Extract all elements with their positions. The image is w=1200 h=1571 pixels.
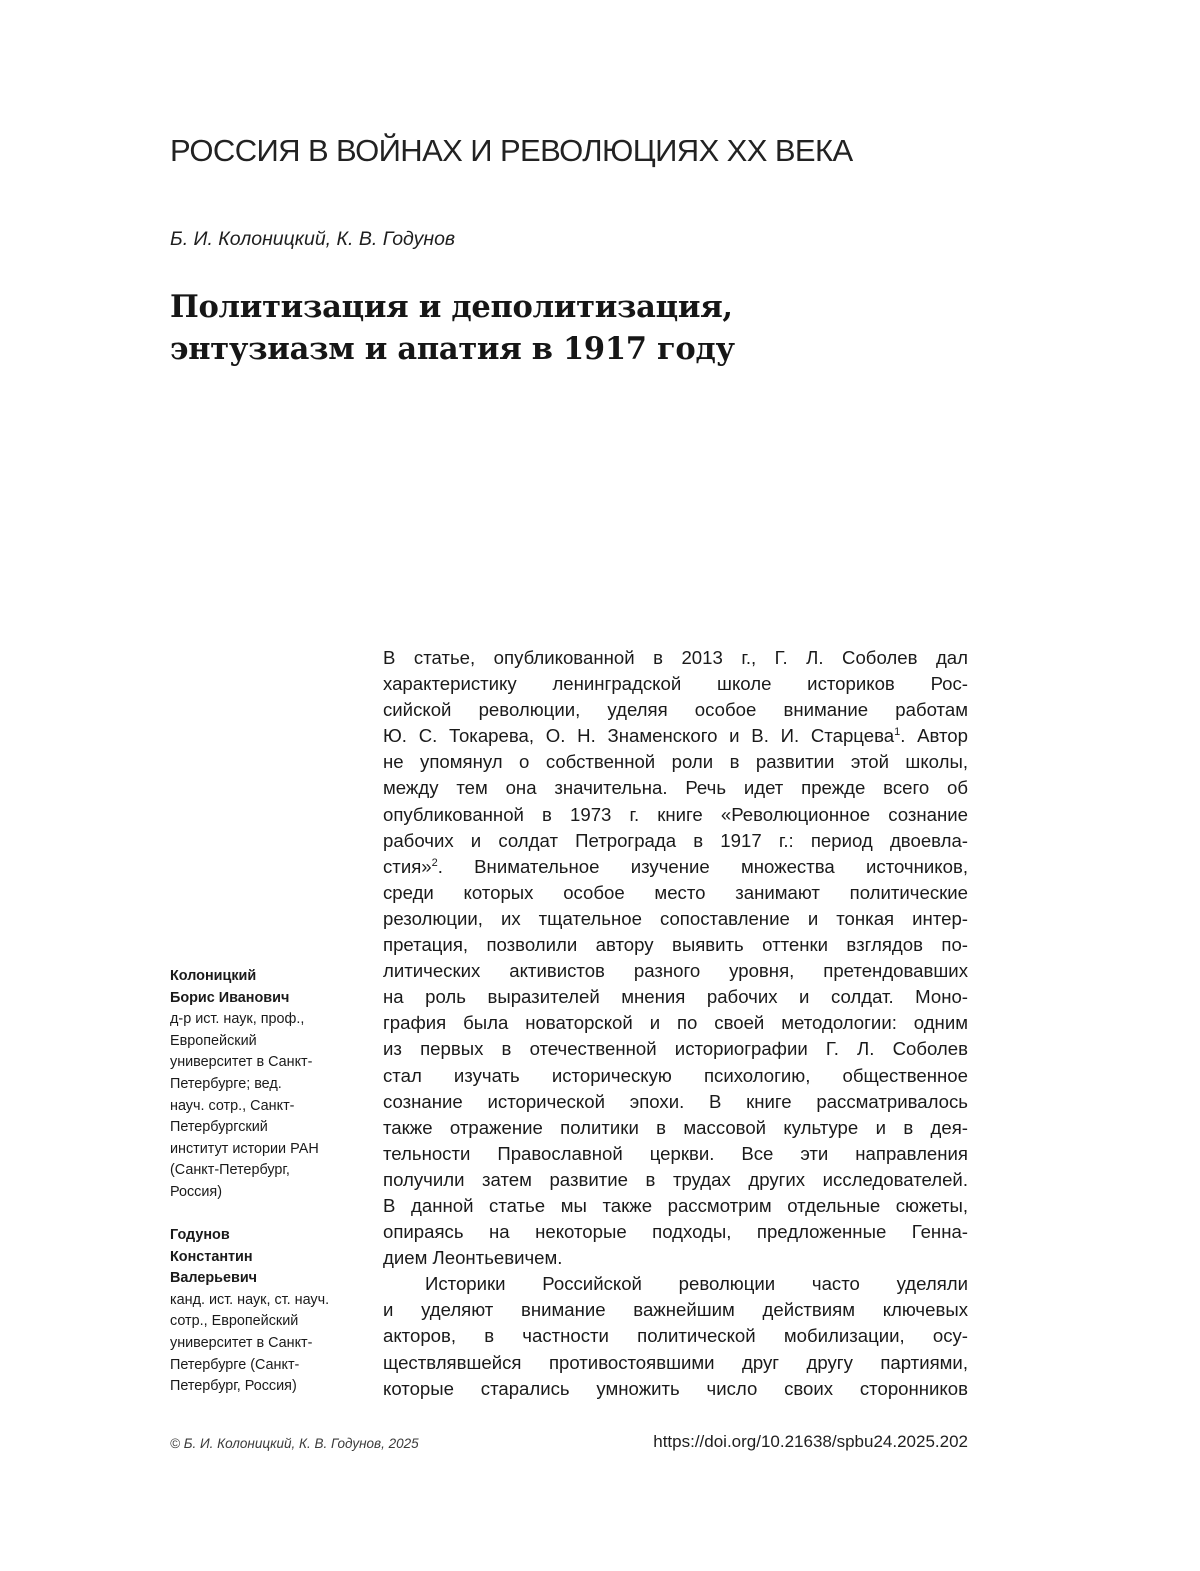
body-line: сознание исторической эпохи. В книге рассматривалось	[383, 1090, 968, 1112]
author-affiliation-line: университет в Санкт-	[170, 1054, 313, 1071]
footnote-ref-2[interactable]: 2	[431, 856, 438, 869]
article-title	[170, 286, 990, 370]
body-line: В данной статье мы также рассмотрим отдельные сюжеты,	[383, 1194, 968, 1216]
body-line-with-footnote-2	[383, 854, 968, 880]
author-affiliation-line: (Санкт-Петербург,	[170, 1162, 290, 1179]
author-info-kolonitsky	[170, 966, 370, 1204]
author-affiliation-line: Петербургский	[170, 1119, 268, 1136]
author-name-line: Константин	[170, 1248, 253, 1265]
body-line-tail: . Внимательное изучение множества источников,	[437, 855, 968, 877]
body-line: между тем она значительна. Речь идет прежде всего об	[383, 777, 968, 799]
body-line: также отражение политики в массовой культуре и в дея-	[383, 1116, 968, 1138]
body-line-with-footnote-1	[383, 723, 968, 749]
section-heading: РОССИЯ В ВОЙНАХ И РЕВОЛЮЦИЯХ XX ВЕКА	[170, 133, 853, 168]
author-affiliation-line: д-р ист. наук, проф.,	[170, 1011, 305, 1028]
author-info-godunov	[170, 1225, 370, 1398]
author-affiliation-line: Европейский	[170, 1032, 257, 1049]
body-line: характеристику ленинградской школе историков Рос-	[383, 673, 968, 695]
body-line: ществлявшейся противостоявшими друг другу партиями,	[383, 1351, 968, 1373]
body-line-paragraph-start: Историки Российской революции часто уделяли	[425, 1273, 968, 1295]
body-line: опираясь на некоторые подходы, предложенные Генна-	[383, 1221, 968, 1243]
body-line: дием Леонтьевичем.	[383, 1247, 563, 1269]
author-affiliation-line: сотр., Европейский	[170, 1313, 299, 1330]
body-line: претация, позволили автору выявить оттенки взглядов по-	[383, 934, 968, 956]
body-line: которые старались умножить число своих сторонников	[383, 1377, 968, 1399]
body-line: получили затем развитие в трудах других исследователей.	[383, 1168, 968, 1190]
body-line-tail: . Автор	[900, 725, 968, 747]
footer-copyright: © Б. И. Колоницкий, К. В. Годунов, 2025	[170, 1436, 419, 1451]
body-line: резолюции, их тщательное сопоставление и тонкая интер-	[383, 907, 968, 929]
body-line: из первых в отечественной историографии Г. Л. Соболев	[383, 1038, 968, 1060]
author-name-line: Валерьевич	[170, 1270, 258, 1287]
body-line: рабочих и солдат Петрограда в 1917 г.: период двоевла-	[383, 829, 968, 851]
footnote-ref-1[interactable]: 1	[894, 726, 901, 739]
article-authors: Б. И. Колоницкий, К. В. Годунов	[170, 228, 456, 250]
body-line-text: Ю. С. Токарева, О. Н. Знаменского и В. И. Старцева	[383, 725, 895, 747]
body-line-text: стия»	[383, 855, 432, 877]
footer-doi-link[interactable]: https://doi.org/10.21638/spbu24.2025.202	[653, 1432, 968, 1451]
author-affiliation-line: Россия)	[170, 1183, 222, 1200]
body-line: стал изучать историческую психологию, общественное	[383, 1064, 968, 1086]
author-name-line: Колоницкий	[170, 968, 257, 984]
body-line: литических активистов разного уровня, претендовавших	[383, 960, 968, 982]
article-title-line-2: энтузиазм и апатия в 1917 году	[170, 331, 735, 367]
body-line: акторов, в частности политической мобилизации, осу-	[383, 1325, 968, 1347]
body-line: и уделяют внимание важнейшим действиям ключевых	[383, 1299, 968, 1321]
author-affiliation-line: институт истории РАН	[170, 1140, 319, 1157]
author-affiliation-line: университет в Санкт-	[170, 1334, 313, 1351]
author-name-line: Годунов	[170, 1227, 230, 1243]
author-affiliation-line: науч. сотр., Санкт-	[170, 1097, 295, 1114]
body-line: не упомянул о собственной роли в развитии этой школы,	[383, 751, 968, 773]
body-line: графия была новаторской и по своей методологии: одним	[383, 1012, 968, 1034]
body-line: на роль выразителей мнения рабочих и солдат. Моно-	[383, 986, 968, 1008]
body-line: сийской революции, уделяя особое внимание работам	[383, 699, 968, 721]
article-body	[383, 645, 968, 1402]
author-affiliation-line: Петербурге (Санкт-	[170, 1356, 300, 1373]
body-line: опубликованной в 1973 г. книге «Революционное сознание	[383, 803, 968, 825]
body-line: тельности Православной церкви. Все эти направления	[383, 1142, 968, 1164]
article-title-line-1: Политизация и деполитизация,	[170, 289, 733, 325]
body-line: среди которых особое место занимают политические	[383, 881, 968, 903]
author-affiliation-line: канд. ист. наук, ст. науч.	[170, 1291, 330, 1308]
author-name-line: Борис Иванович	[170, 989, 290, 1006]
author-affiliation-line: Петербург, Россия)	[170, 1378, 297, 1395]
author-affiliation-line: Петербурге; вед.	[170, 1075, 282, 1092]
body-line: В статье, опубликованной в 2013 г., Г. Л. Соболев дал	[383, 647, 968, 668]
